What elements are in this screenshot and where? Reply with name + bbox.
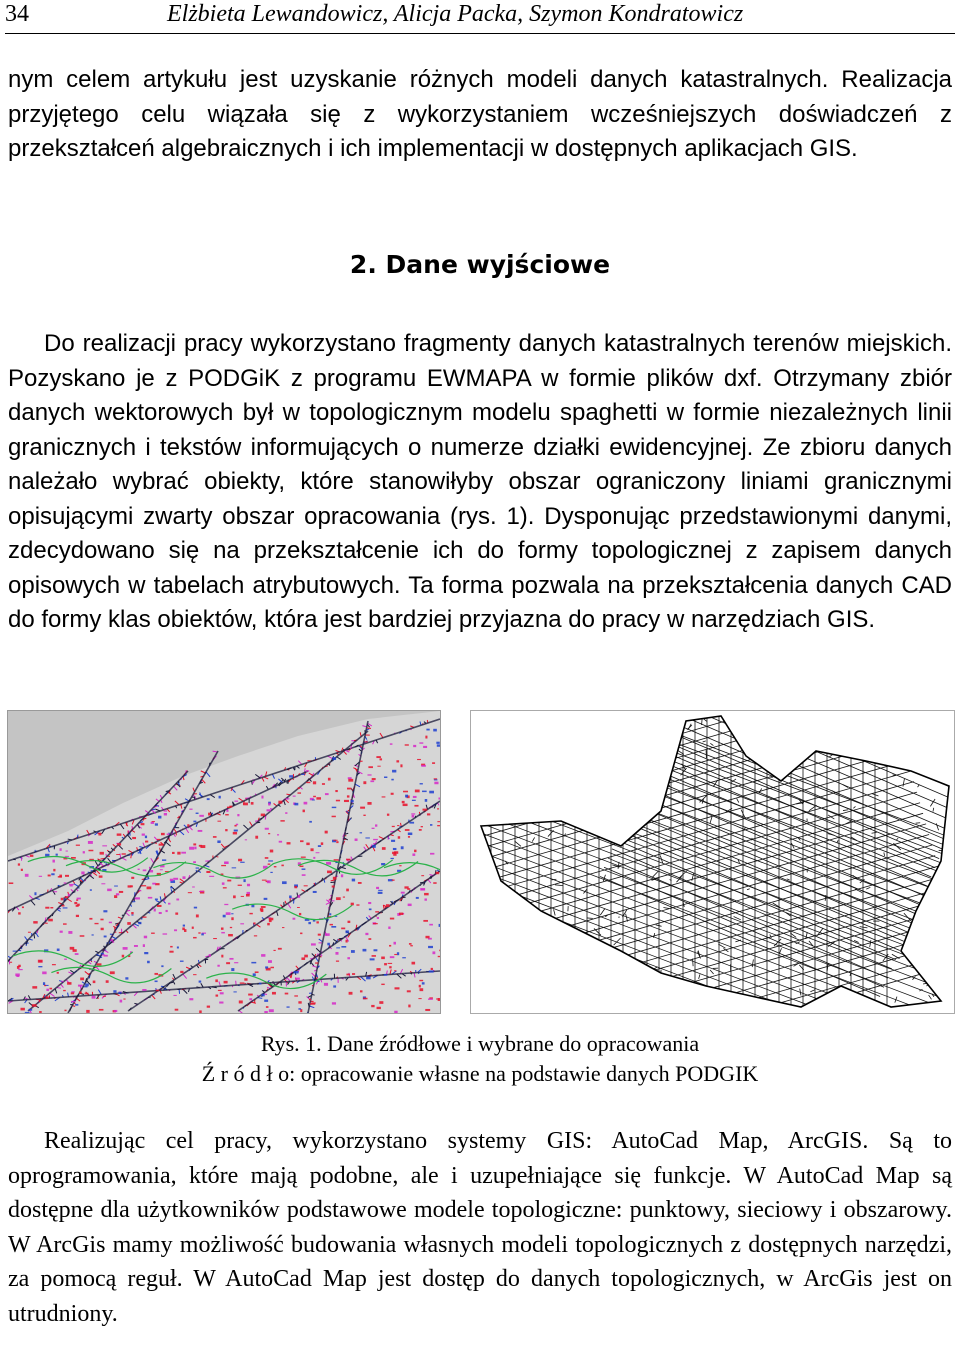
intro-paragraph: nym celem artykułu jest uzyskanie różnych modeli danych katastralnych. Realizacja przyjętego celu wiązała się z wykorzystaniem wcześniejszych doświadczeń z przekształceń algebraicznych i ich implementacji w dostępnych aplikacjach GIS.: [8, 66, 952, 162]
figure-caption: Rys. 1. Dane źródłowe i wybrane do opracowania: [260, 1031, 700, 1056]
selected-parcels-map-drawing: [471, 711, 954, 1013]
source-data-map: [7, 710, 441, 1014]
running-header: [5, 0, 955, 34]
section-paragraph: Do realizacji pracy wykorzystano fragmenty danych katastralnych terenów miejskich. Pozyskano je z PODGiK z programu EWMAPA w formie plików dxf. Otrzymany zbiór danych wektorowych był w topologicznym modelu spaghetti w formie niezależnych linii granicznych i tekstów informujących o numerze działki ewidencyjnej. Ze zbioru danych należało wybrać obiekty, które stanowiłyby obszar ograniczony liniami granicznymi opisującymi zwarty obszar opracowania (rys. 1). Dysponując przedstawionymi danymi, zdecydowano się na przekształcenie ich do formy topologicznej z zapisem danych opisowych w tabelach atrybutowych. Ta forma pozwala na przekształcenia danych CAD do formy klas obiektów, która jest bardziej przyjazna do pracy w narzędziach GIS.: [8, 330, 952, 633]
source-data-map-drawing: [8, 711, 440, 1013]
section-title: 2. Dane wyjściowe: [349, 250, 611, 279]
page-number: 34: [5, 1, 29, 27]
selected-parcels-map: [470, 710, 955, 1014]
figure-source: Ź r ó d ł o: opracowanie własne na podstawie danych PODGIK: [201, 1061, 759, 1086]
closing-paragraph: Realizując cel pracy, wykorzystano systemy GIS: AutoCad Map, ArcGIS. Są to oprogramowania, które mają podobne, ale i uzupełniające się funkcje. W AutoCad Map są dostępne dla użytkowników podstawowe modele topologiczne: punktowy, sieciowy i obszarowy. W ArcGis mamy możliwość budowania własnych modeli topologicznych z dostępnych narzędzi, za pomocą reguł. W AutoCad Map jest dostęp do danych topologicznych, w ArcGis jest on utrudniony.: [8, 1128, 952, 1327]
header-authors: Elżbieta Lewandowicz, Alicja Packa, Szymon Kondratowicz: [167, 1, 744, 27]
